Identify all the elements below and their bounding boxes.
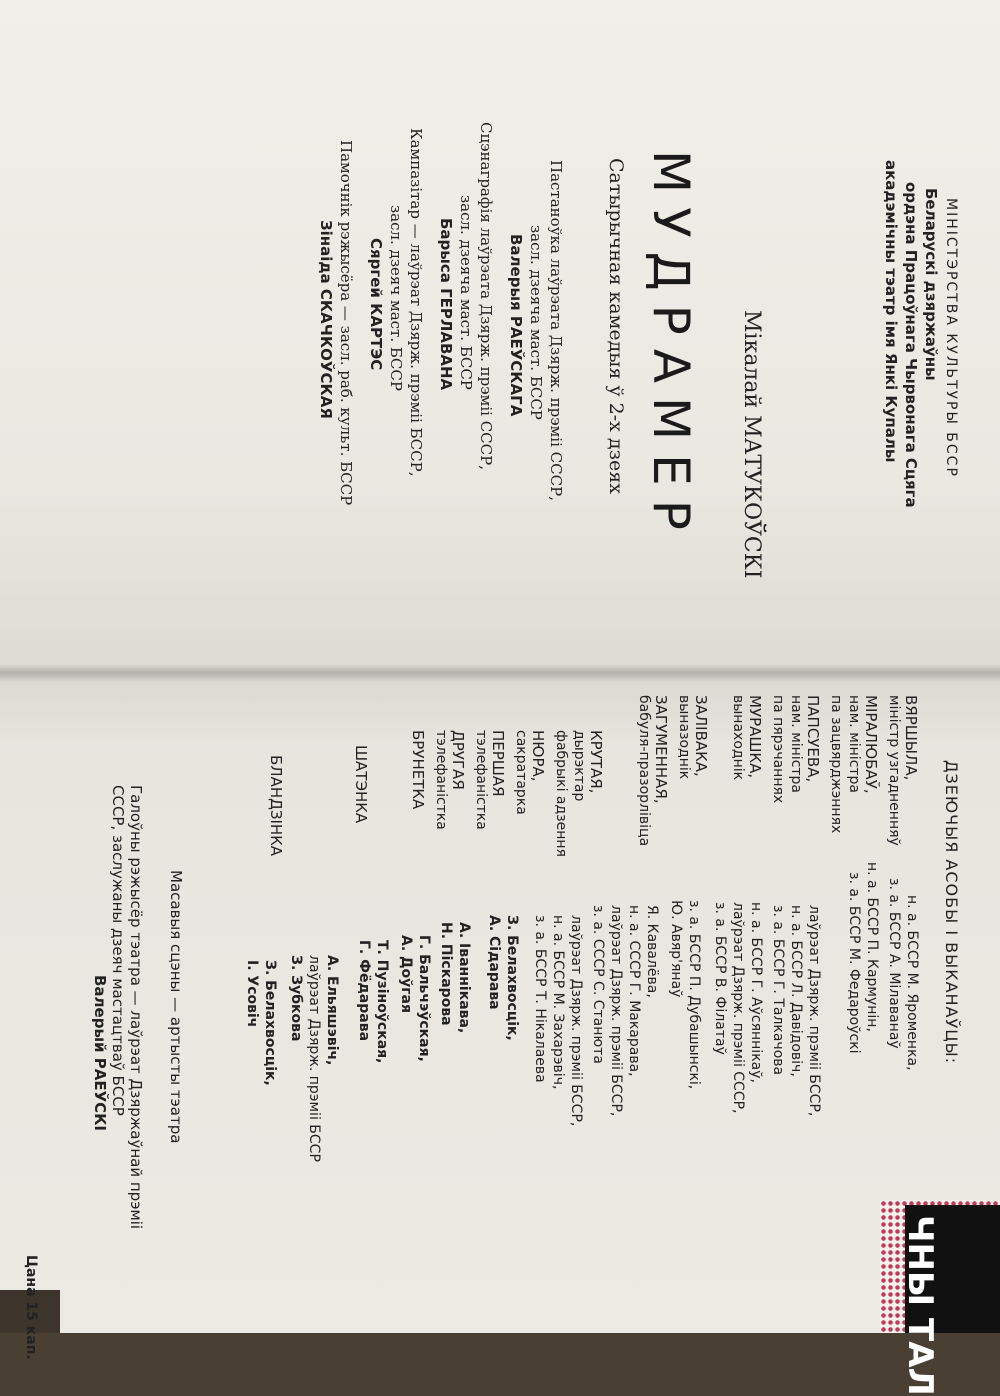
role-name: КРУТАЯ,: [587, 730, 605, 794]
role-name: МУРАШКА,: [746, 695, 764, 779]
header-line-1: МІНІСТЭРСТВА КУЛЬТУРЫ БССР: [943, 198, 959, 478]
role-desc: міністр узгадненняў: [886, 695, 902, 846]
credit-line-8: засл. дзеяч маст. БССР: [387, 205, 405, 391]
role-name: ПАПСУЕВА,: [804, 695, 822, 783]
actor-line: А. Доўгая: [398, 935, 414, 1013]
role-desc: сакратарка: [513, 730, 529, 815]
role-desc: вынаходнік: [730, 695, 746, 781]
actor-line: Я. Кавалёва,: [644, 905, 660, 998]
actor-line: з. а. БССР Г. Талкачова: [770, 905, 786, 1076]
actor-line: З. Белахвосцік,: [262, 960, 278, 1086]
footer-line-3: Валерый РАЕЎСКІ: [91, 975, 109, 1132]
play-title: МУДРАМЕР: [642, 150, 700, 544]
actor-line: з. а. БССР П. Дубашынскі,: [686, 900, 702, 1090]
actor-line: Н. Піскарова: [438, 922, 454, 1026]
credit-line-9: Сяргей КАРТЭС: [367, 238, 385, 371]
page-fold: [0, 664, 1000, 682]
footer-line-2: СССР, заслужаны дзеяч мастацтваў БССР: [109, 785, 127, 1116]
actor-line: З. Белахвосцік,: [504, 915, 520, 1041]
actor-line: з. а. СССР С. Станюта: [590, 905, 606, 1064]
actor-line: лаўрэат Дзярж. прэміі БССР,: [608, 905, 624, 1117]
actor-line: А. Ельяшэвіч,: [324, 955, 340, 1066]
role-desc: тэлефаністка: [433, 730, 449, 830]
header-line-4: акадэмічны тэатр імя Янкі Купалы: [882, 160, 900, 463]
role-name: МІРАЛЮБАЎ,: [862, 695, 880, 794]
role-desc: бабуля-празорлівіца: [636, 695, 652, 847]
actor-line: н. а. БССР П. Кармунін,: [864, 862, 880, 1032]
role-desc: па зацвярджэннях: [828, 695, 844, 834]
role-name: НЮРА,: [529, 730, 547, 782]
actor-line: Т. Пузіноўская,: [374, 940, 390, 1064]
actor-line: І. Усовіч: [244, 960, 260, 1028]
credit-line-1: Пастаноўка лаўрэата Дзярж. прэміі СССР,: [547, 160, 565, 501]
role-name: ЗАГУМЕННАЯ,: [652, 695, 670, 804]
actor-line: н. а. БССР Г. Аўсяннікаў,: [748, 902, 764, 1083]
actor-line: лаўрэат Дзярж. прэміі БССР,: [806, 905, 822, 1117]
play-subtitle: Сатырычная камедыя ў 2-х дзеях: [605, 158, 627, 494]
credit-line-10: Памочнік рэжысёра — засл. раб. культ. БССР: [337, 140, 355, 506]
actor-line: н. а. БССР М. Захарэвіч,: [550, 915, 566, 1090]
role-desc: выназоднік: [676, 695, 692, 780]
role-name: БРУНЕТКА: [409, 730, 427, 810]
role-desc: фабрыкі адзення: [553, 730, 569, 857]
role-desc: нам. міністра: [788, 695, 804, 794]
role-desc: нам. міністра: [846, 695, 862, 794]
actor-line: А. Сідарава: [486, 915, 502, 1010]
role-name: ЗАЛІВАКА,: [692, 695, 710, 777]
role-desc: тэлефаністка: [473, 730, 489, 830]
play-author: Мікалай МАТУКОЎСКІ: [739, 310, 764, 579]
header-line-2: Беларускі дзяржаўны: [922, 188, 940, 381]
actor-line: Г. Фёдарава: [356, 940, 372, 1042]
poster-letters: ЧНЫ ТАЛ: [900, 1215, 940, 1396]
footer-line-1: Галоўны рэжысёр тэатра — лаўрэат Дзяржаўнай прэміі: [127, 785, 145, 1230]
credit-line-4: Сцэнаграфія лаўрэата Дзярж. прэміі СССР,: [477, 122, 495, 470]
credit-line-6: Барыса ГЕРЛАВАНА: [437, 218, 455, 391]
actor-line: А. Іваннікава,: [456, 922, 472, 1034]
actor-line: н. а. БССР Л. Давідовіч,: [788, 905, 804, 1077]
actor-line: з. а. БССР Т. Нікалаева: [532, 915, 548, 1083]
actor-line: н. а. БССР М. Яроменка,: [904, 895, 920, 1071]
role-name: БЛАНДЗІНКА: [267, 755, 285, 857]
actor-line: з. а. БССР А. Мілаванаў: [886, 878, 902, 1049]
role-desc: дырэктар: [571, 730, 587, 802]
credit-line-5: засл. дзеяча маст. БССР: [457, 195, 475, 390]
actor-line: лаўрэат Дзярж. прэміі БССР,: [568, 915, 584, 1127]
actor-line: З. Зубкова: [288, 955, 304, 1042]
role-name: ВЯРШЫЛА,: [902, 695, 920, 781]
role-name: ДРУГАЯ: [449, 730, 467, 790]
credit-line-7: Кампазітар — лаўрэат Дзярж. прэміі БССР,: [407, 128, 425, 477]
actor-line: н. а. СССР Г. Макарава,: [626, 905, 642, 1077]
actor-line: з. а. БССР В. Філатаў: [712, 902, 728, 1055]
actor-line: Г. Бальчэўская,: [416, 935, 432, 1062]
upper-page: [0, 0, 1000, 680]
credit-line-11: Зінаіда СКАЧКОЎСКАЯ: [317, 220, 335, 419]
actor-line: з. а. БССР М. Федароўскі: [846, 872, 862, 1054]
role-desc: па пярэчаннях: [770, 695, 786, 804]
role-name: ПЕРШАЯ: [489, 730, 507, 797]
actor-line: лаўрэат Дзярж. прэміі БССР: [306, 955, 322, 1162]
cast-heading: ДЗЕЮЧЫЯ АСОБЫ І ВЫКАНАЎЦЫ:: [942, 760, 961, 1065]
mass-scenes: Масавыя сцэны — артысты тэатра: [167, 870, 185, 1144]
credit-line-3: Валерыя РАЕЎСКАГА: [507, 234, 525, 417]
credit-line-2: засл. дзеяча маст. БССР: [527, 225, 545, 420]
price-label: Цана 15 кап.: [23, 1255, 39, 1360]
actor-line: Ю. Авяр'янаў: [668, 900, 684, 998]
header-line-3: ордэна Працоўнага Чырвонага Сцяга: [902, 182, 920, 508]
actor-line: лаўрэат Дзярж. прэміі СССР,: [730, 902, 746, 1114]
role-name: ШАТЭНКА: [352, 745, 370, 824]
